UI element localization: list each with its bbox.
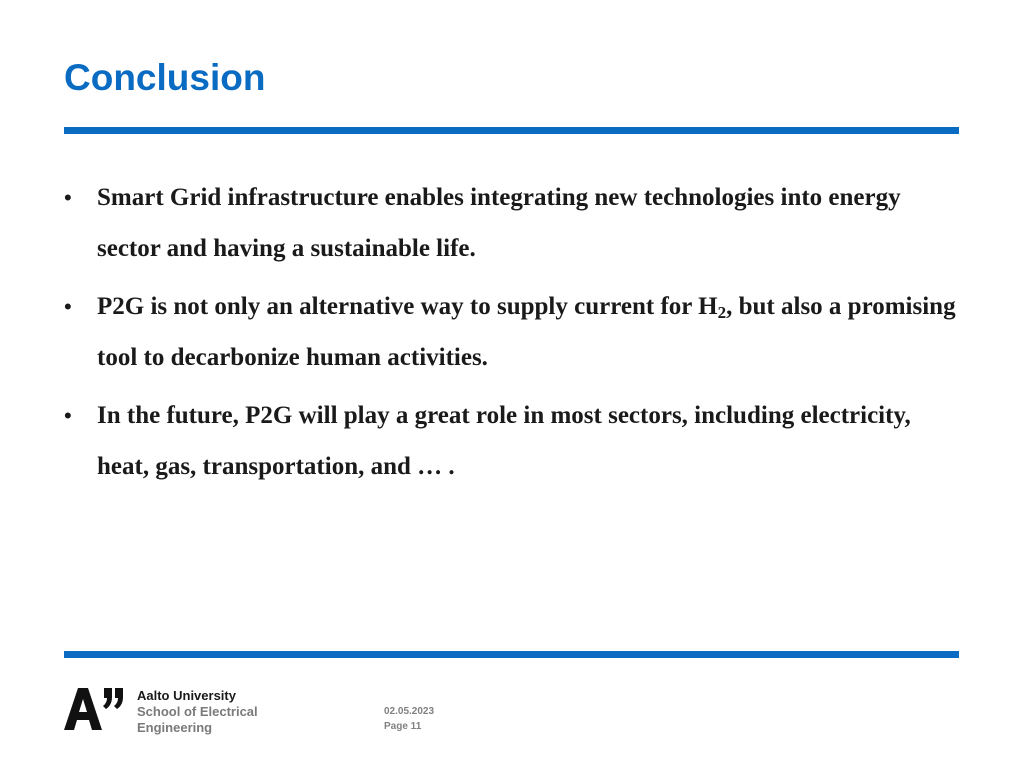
bullet-marker: • xyxy=(64,294,72,319)
aalto-logo xyxy=(64,688,126,730)
bullet-marker: • xyxy=(64,403,72,428)
bullet-text: Smart Grid infrastructure enables integrating new technologies into energy sector and having a sustainable life. xyxy=(97,184,901,262)
footer-organization xyxy=(137,688,258,736)
bullet-item xyxy=(64,281,964,383)
bullet-marker: • xyxy=(64,185,72,210)
subscript: 2 xyxy=(717,303,727,322)
footer-meta xyxy=(384,704,434,734)
bullet-text-part: , but also a promising tool to decarbonize human activities. xyxy=(97,293,956,371)
title-divider xyxy=(64,127,959,134)
slide-title: Conclusion xyxy=(64,57,266,98)
bullet-list xyxy=(64,172,964,499)
org-name: Aalto University xyxy=(137,688,236,703)
school-name-line1: School of Electrical xyxy=(137,704,258,719)
slide-date: 02.05.2023 xyxy=(384,706,435,717)
bullet-item xyxy=(64,172,964,274)
school-name-line2: Engineering xyxy=(137,720,213,735)
bullet-text-part: P2G is not only an alternative way to supply current for H xyxy=(97,293,718,320)
footer-divider xyxy=(64,651,959,658)
bullet-item xyxy=(64,390,964,492)
page-number: Page 11 xyxy=(384,721,422,732)
bullet-text: In the future, P2G will play a great role in most sectors, including electricity, heat, gas, transportation, and … . xyxy=(97,402,911,480)
